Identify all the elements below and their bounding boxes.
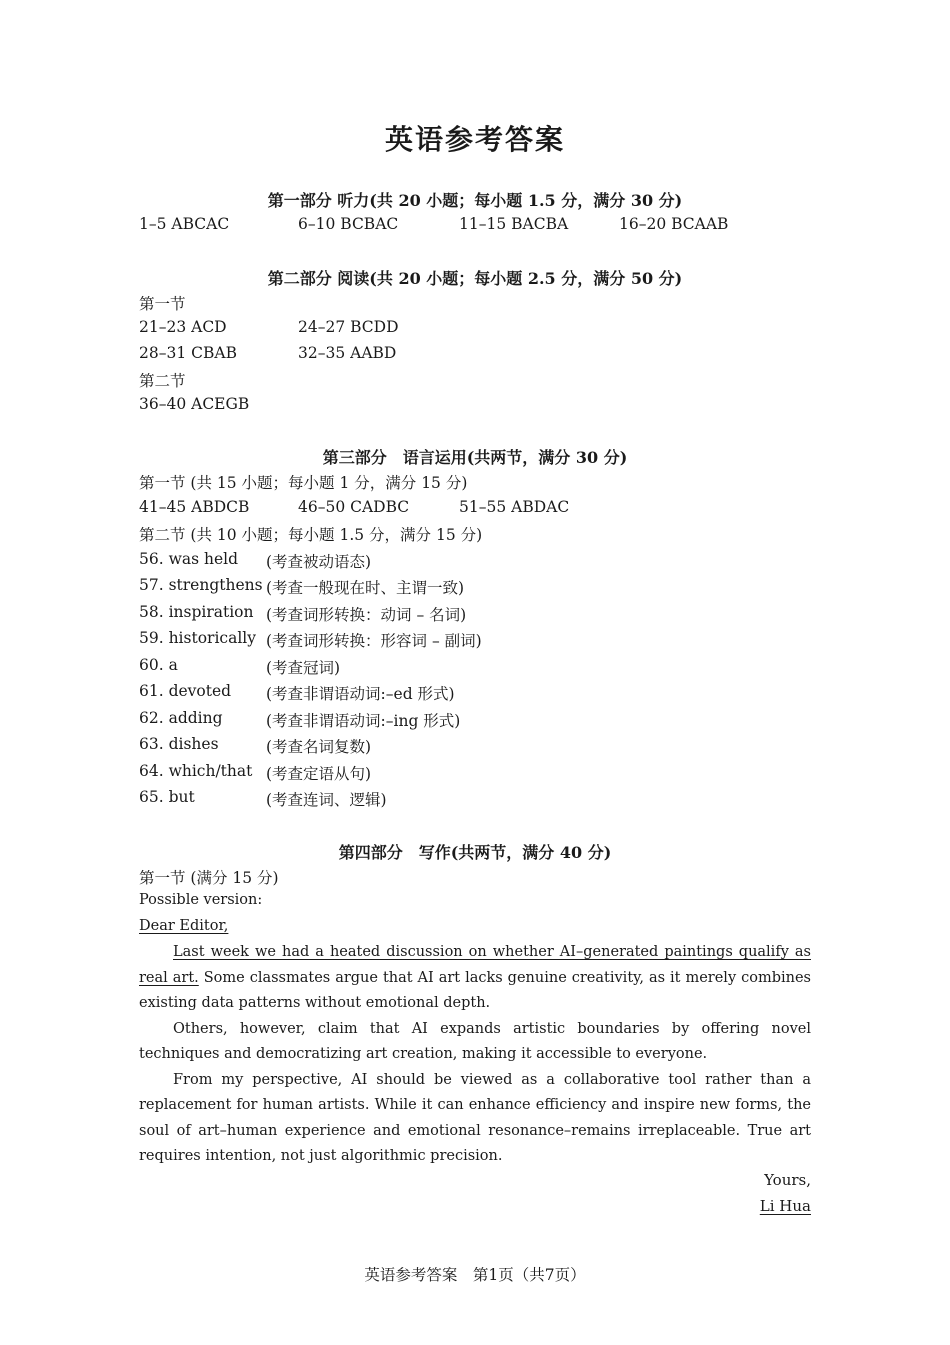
part2-answer-21-23: 21–23 ACD: [139, 318, 227, 336]
possible-version-label: Possible version:: [139, 892, 263, 908]
essay-paragraph-1-rest: Some classmates argue that AI art lacks genuine creativity, as it merely combines existing data patterns without emotional depth.: [139, 969, 811, 1011]
blank-note-58: (考查词形转换：动词 – 名词): [266, 606, 467, 624]
part2-answer-36-40: 36–40 ACEGB: [139, 395, 250, 413]
part4-section1-label: 第一节 (满分 15 分): [139, 869, 279, 887]
part3-answer-46-50: 46–50 CADBC: [298, 498, 410, 516]
blank-note-64: (考查定语从句): [266, 765, 372, 783]
part3-section2-label: 第二节 (共 10 小题；每小题 1.5 分，满分 15 分): [139, 526, 483, 544]
blank-answer-57: 57. strengthens: [139, 576, 263, 594]
part2-answer-32-35: 32–35 AABD: [298, 344, 397, 362]
blank-answer-60: 60. a: [139, 656, 178, 674]
blank-answer-62: 62. adding: [139, 709, 223, 727]
part4-heading: 第四部分 写作(共两节，满分 40 分): [338, 843, 612, 862]
part2-section1-label: 第一节: [139, 295, 186, 313]
part2-section2-label: 第二节: [139, 372, 186, 390]
part1-heading: 第一部分 听力(共 20 小题；每小题 1.5 分，满分 30 分): [267, 191, 683, 210]
letter-closing: Yours,: [764, 1171, 811, 1189]
part3-heading: 第三部分 语言运用(共两节，满分 30 分): [322, 448, 628, 467]
part3-answer-51-55: 51–55 ABDAC: [459, 498, 570, 516]
part3-section1-label: 第一节 (共 15 小题；每小题 1 分，满分 15 分): [139, 474, 468, 492]
blank-answer-65: 65. but: [139, 788, 195, 806]
part3-answer-41-45: 41–45 ABDCB: [139, 498, 250, 516]
blank-answer-58: 58. inspiration: [139, 603, 254, 621]
blank-note-60: (考查冠词): [266, 659, 341, 677]
page-footer: 英语参考答案 第1页（共7页）: [364, 1266, 586, 1284]
blank-note-59: (考查词形转换：形容词 – 副词): [266, 632, 482, 650]
essay-opening-sentence: Last week we had a heated discussion on whether AI–generated paintings qualify as real art.: [139, 944, 811, 986]
page-title: 英语参考答案: [384, 123, 565, 156]
blank-note-61: (考查非谓语动词:–ed 形式): [266, 685, 455, 703]
essay-paragraph-1: [139, 940, 811, 1017]
part1-answer-3: 11–15 BACBA: [459, 215, 569, 233]
part1-answer-4: 16–20 BCAAB: [619, 215, 729, 233]
essay-paragraph-3: From my perspective, AI should be viewed as a collaborative tool rather than a replacement for human artists. While it can enhance efficiency and inspire new forms, the soul of art–human experience and emotional resonance–remains irreplaceable. True art requires intention, not just algorithmic precision.: [139, 1071, 811, 1164]
blank-note-65: (考查连词、逻辑): [266, 791, 387, 809]
blank-note-56: (考查被动语态): [266, 553, 372, 571]
essay-paragraph-2: Others, however, claim that AI expands artistic boundaries by offering novel techniques and democratizing art creation, making it accessible to everyone.: [139, 1020, 811, 1062]
blank-answer-61: 61. devoted: [139, 682, 232, 700]
blank-answer-64: 64. which/that: [139, 762, 253, 780]
part2-answer-24-27: 24–27 BCDD: [298, 318, 399, 336]
letter-signature-name: Li Hua: [759, 1197, 811, 1215]
part2-answer-28-31: 28–31 CBAB: [139, 344, 237, 362]
part2-heading: 第二部分 阅读(共 20 小题；每小题 2.5 分，满分 50 分): [267, 269, 683, 288]
letter-greeting: Dear Editor,: [139, 918, 229, 934]
blank-note-62: (考查非谓语动词:–ing 形式): [266, 712, 461, 730]
blank-note-63: (考查名词复数): [266, 738, 372, 756]
blank-answer-59: 59. historically: [139, 629, 256, 647]
essay-body: [139, 940, 811, 1170]
blank-answer-63: 63. dishes: [139, 735, 219, 753]
blank-answer-56: 56. was held: [139, 550, 239, 568]
part1-answer-2: 6–10 BCBAC: [298, 215, 399, 233]
blank-note-57: (考查一般现在时、主谓一致): [266, 579, 465, 597]
part1-answer-1: 1–5 ABCAC: [139, 215, 230, 233]
